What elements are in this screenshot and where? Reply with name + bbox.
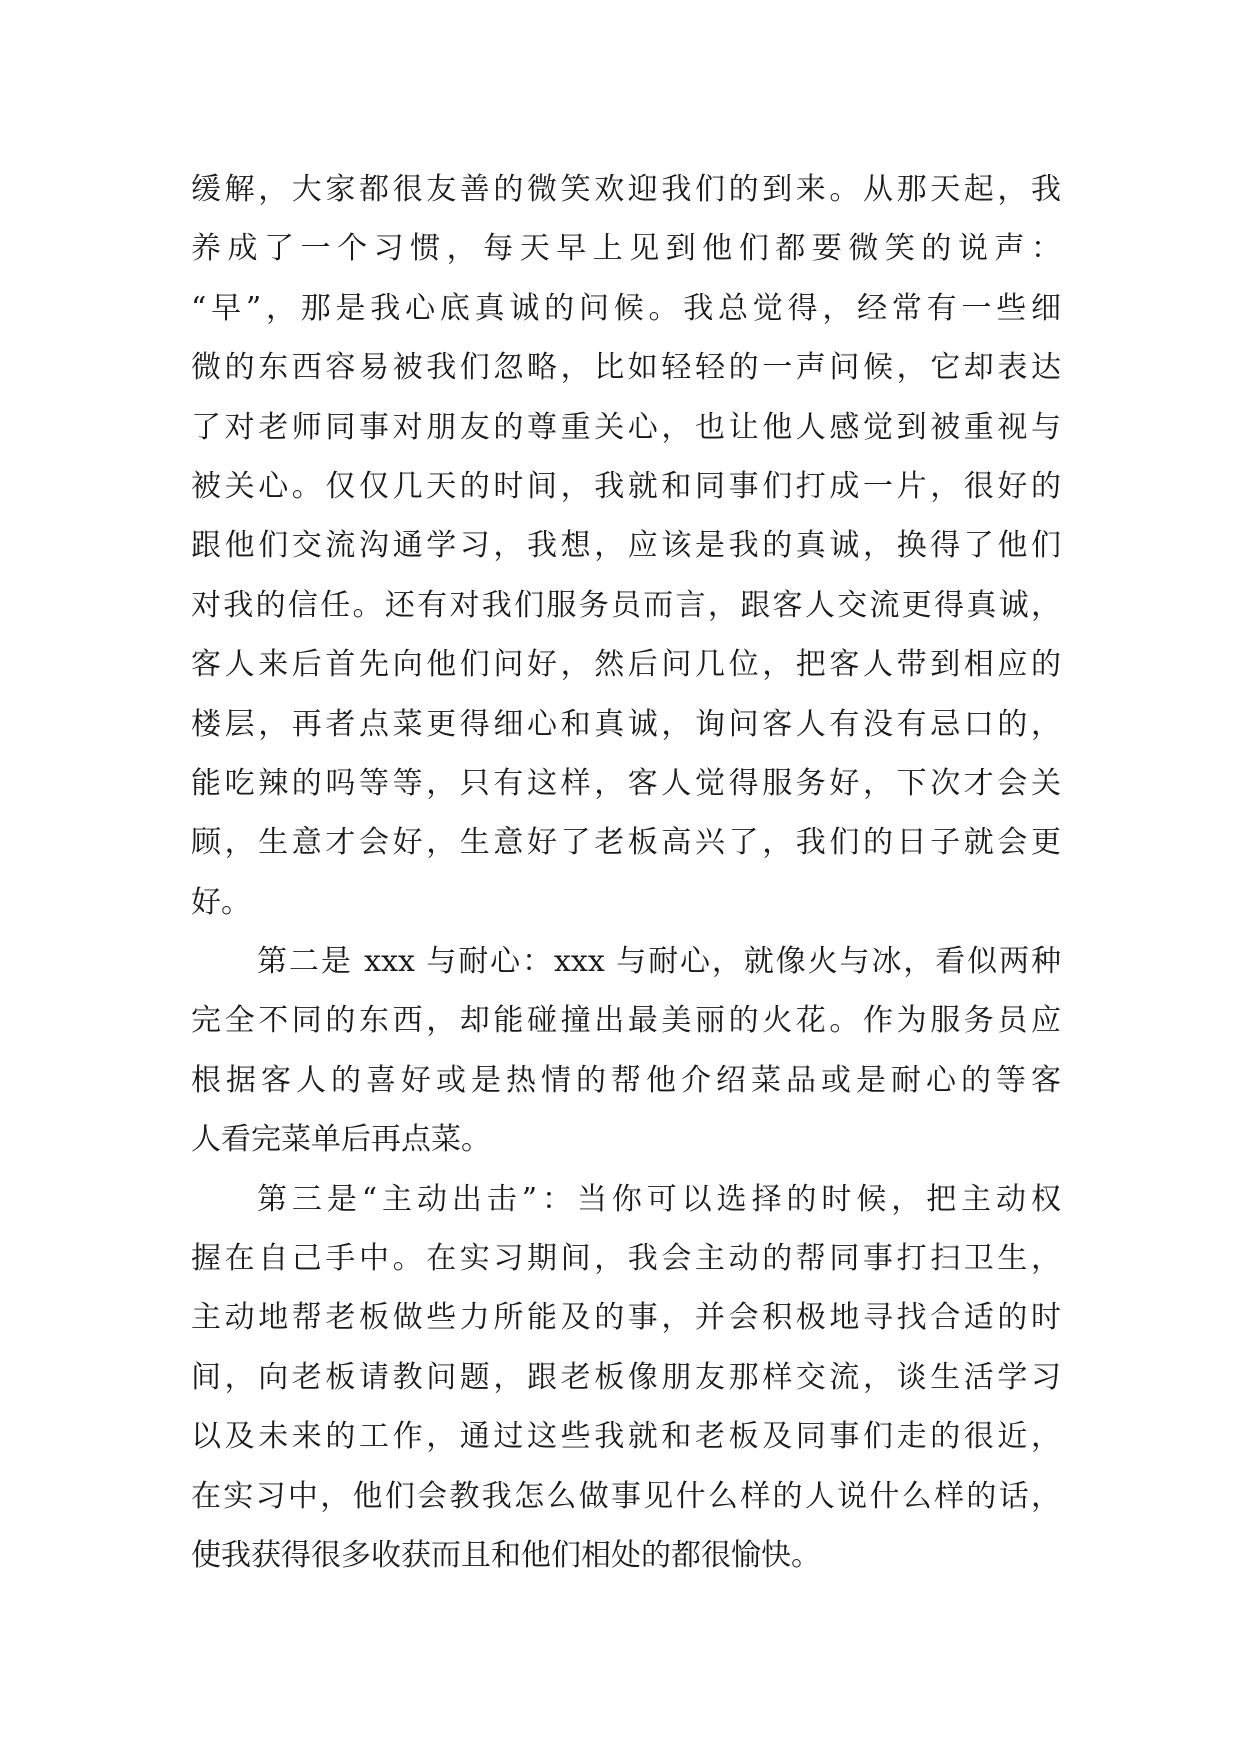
- text-line: 完全不同的东西，却能碰撞出最美丽的火花。作为服务员应: [191, 1003, 1061, 1039]
- text-line: 微的东西容易被我们忽略，比如轻轻的一声问候，它却表达: [191, 350, 1061, 386]
- text-line: 对我的信任。还有对我们服务员而言，跟客人交流更得真诚，: [191, 587, 1061, 623]
- text-line: 根据客人的喜好或是热情的帮他介绍菜品或是耐心的等客: [191, 1062, 1061, 1098]
- text-line: 好。: [191, 884, 251, 920]
- text-line: 人看完菜单后再点菜。: [191, 1122, 491, 1158]
- text-line: 被关心。仅仅几天的时间，我就和同事们打成一片，很好的: [191, 468, 1061, 504]
- text-line: 缓解，大家都很友善的微笑欢迎我们的到来。从那天起，我: [191, 172, 1061, 207]
- text-line: 主动地帮老板做些力所能及的事，并会积极地寻找合适的时: [191, 1300, 1061, 1336]
- text-line: 了对老师同事对朋友的尊重关心，也让他人感觉到被重视与: [191, 409, 1061, 445]
- text-line: 间，向老板请教问题，跟老板像朋友那样交流，谈生活学习: [191, 1359, 1061, 1395]
- text-line: “早”，那是我心底真诚的问候。我总觉得，经常有一些细: [191, 290, 1061, 326]
- text-line: 使我获得很多收获而且和他们相处的都很愉快。: [191, 1537, 821, 1573]
- text-line: 第三是“主动出击”：当你可以选择的时候，把主动权: [257, 1181, 1061, 1217]
- text-line: 握在自己手中。在实习期间，我会主动的帮同事打扫卫生，: [191, 1241, 1061, 1277]
- text-line: 以及未来的工作，通过这些我就和老板及同事们走的很近，: [191, 1419, 1061, 1455]
- text-line: 顾，生意才会好，生意好了老板高兴了，我们的日子就会更: [191, 825, 1061, 861]
- text-line: 第二是 xxx 与耐心：xxx 与耐心，就像火与冰，看似两种: [257, 944, 1061, 980]
- body-text: [191, 160, 1061, 1585]
- text-line: 在实习中，他们会教我怎么做事见什么样的人说什么样的话，: [191, 1478, 1061, 1514]
- text-line: 楼层，再者点菜更得细心和真诚，询问客人有没有忌口的，: [191, 706, 1061, 742]
- text-line: 能吃辣的吗等等，只有这样，客人觉得服务好，下次才会关: [191, 765, 1061, 801]
- text-line: 跟他们交流沟通学习，我想，应该是我的真诚，换得了他们: [191, 528, 1061, 564]
- text-line: 客人来后首先向他们问好，然后问几位，把客人带到相应的: [191, 647, 1061, 683]
- text-line: 养成了一个习惯，每天早上见到他们都要微笑的说声：: [191, 231, 1061, 267]
